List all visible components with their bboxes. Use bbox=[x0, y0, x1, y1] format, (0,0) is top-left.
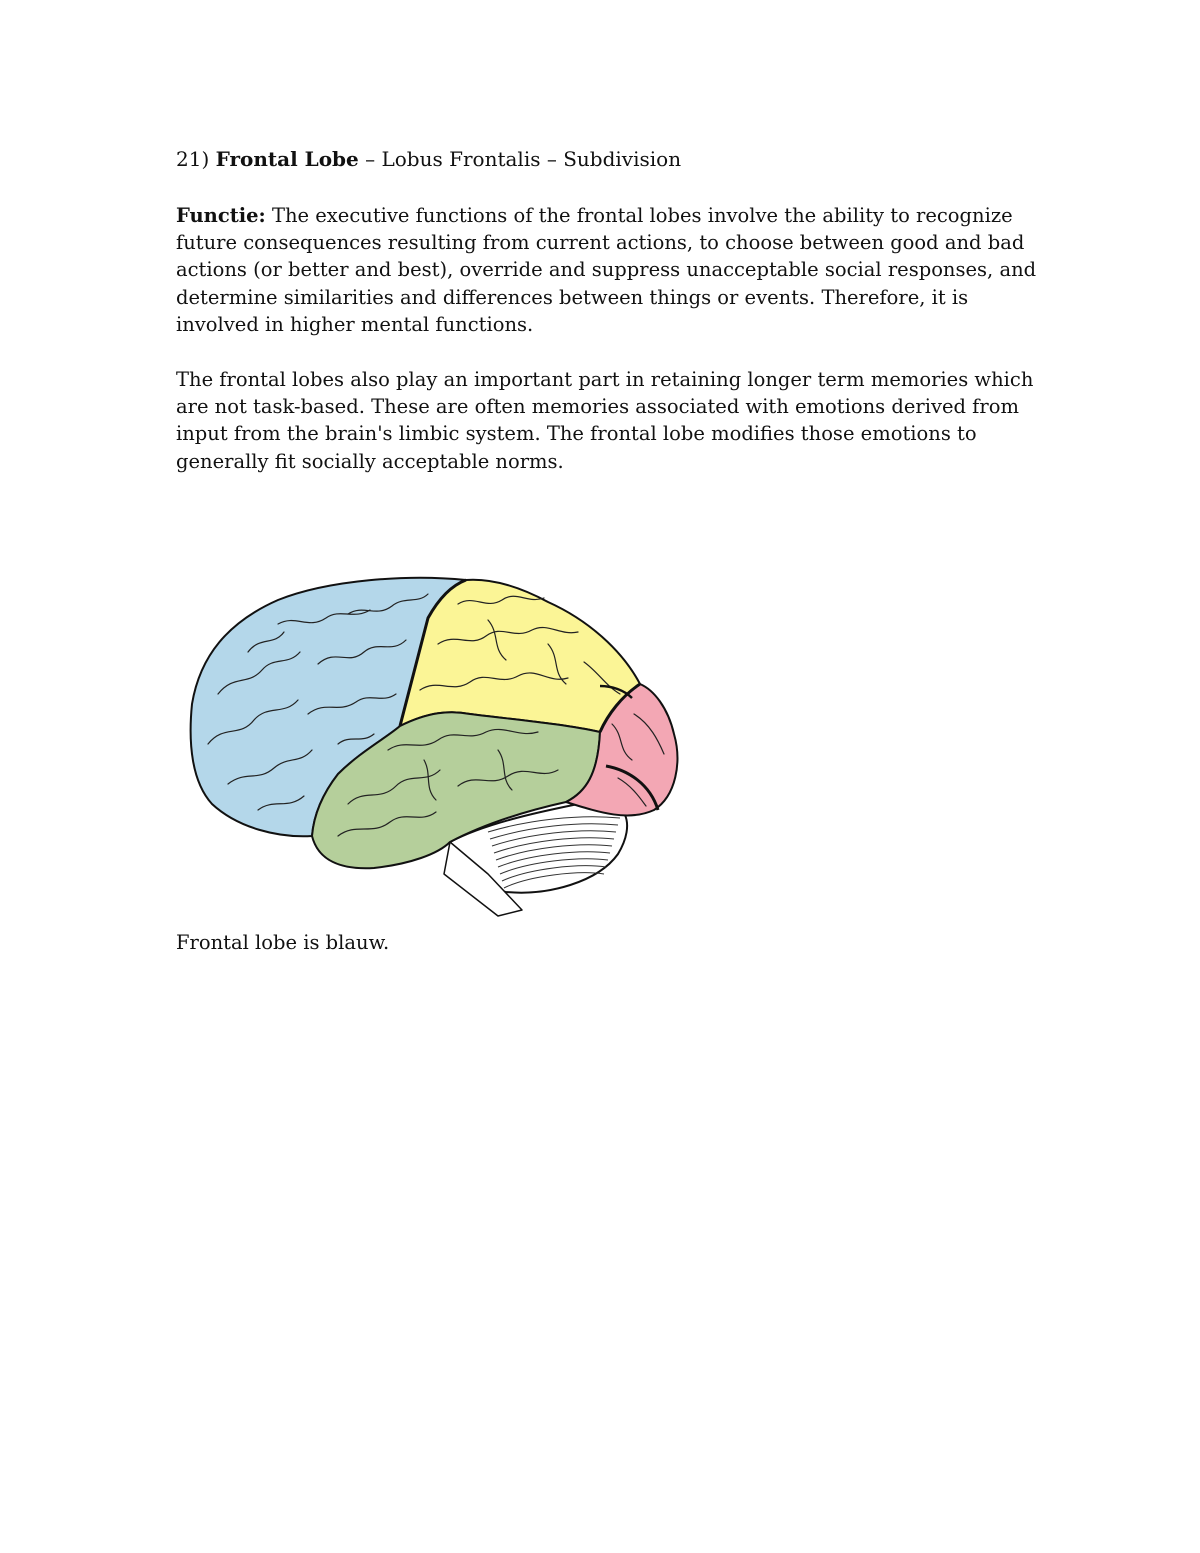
heading-separator: – bbox=[546, 147, 557, 171]
brain-lobes-illustration-icon bbox=[188, 574, 688, 919]
heading-separator: – bbox=[365, 147, 376, 171]
heading-number: 21) bbox=[176, 147, 210, 171]
heading-title: Frontal Lobe bbox=[215, 147, 359, 171]
brain-figure bbox=[188, 574, 688, 919]
function-label: Functie: bbox=[176, 204, 266, 227]
function-text: The executive functions of the frontal lobes involve the ability to recognize future consequences resulting from current actions, to choose between good and bad actions (or better and best), override and suppress unacceptable social responses, and determine similarities and differences between things or events. Therefore, it is involved in higher mental functions. bbox=[176, 204, 1037, 336]
heading-latin-name: Lobus Frontalis bbox=[381, 147, 541, 171]
section-heading bbox=[176, 146, 681, 172]
memory-text: The frontal lobes also play an important part in retaining longer term memories which are not task-based. These are often memories associated with emotions derived from input from the brain's limbic system. The frontal lobe modifies those emotions to generally fit socially acceptable norms. bbox=[176, 368, 1034, 473]
heading-subtitle: Subdivision bbox=[563, 147, 682, 171]
function-paragraph bbox=[176, 202, 1046, 338]
figure-caption: Frontal lobe is blauw. bbox=[176, 931, 390, 954]
memory-paragraph bbox=[176, 366, 1046, 475]
